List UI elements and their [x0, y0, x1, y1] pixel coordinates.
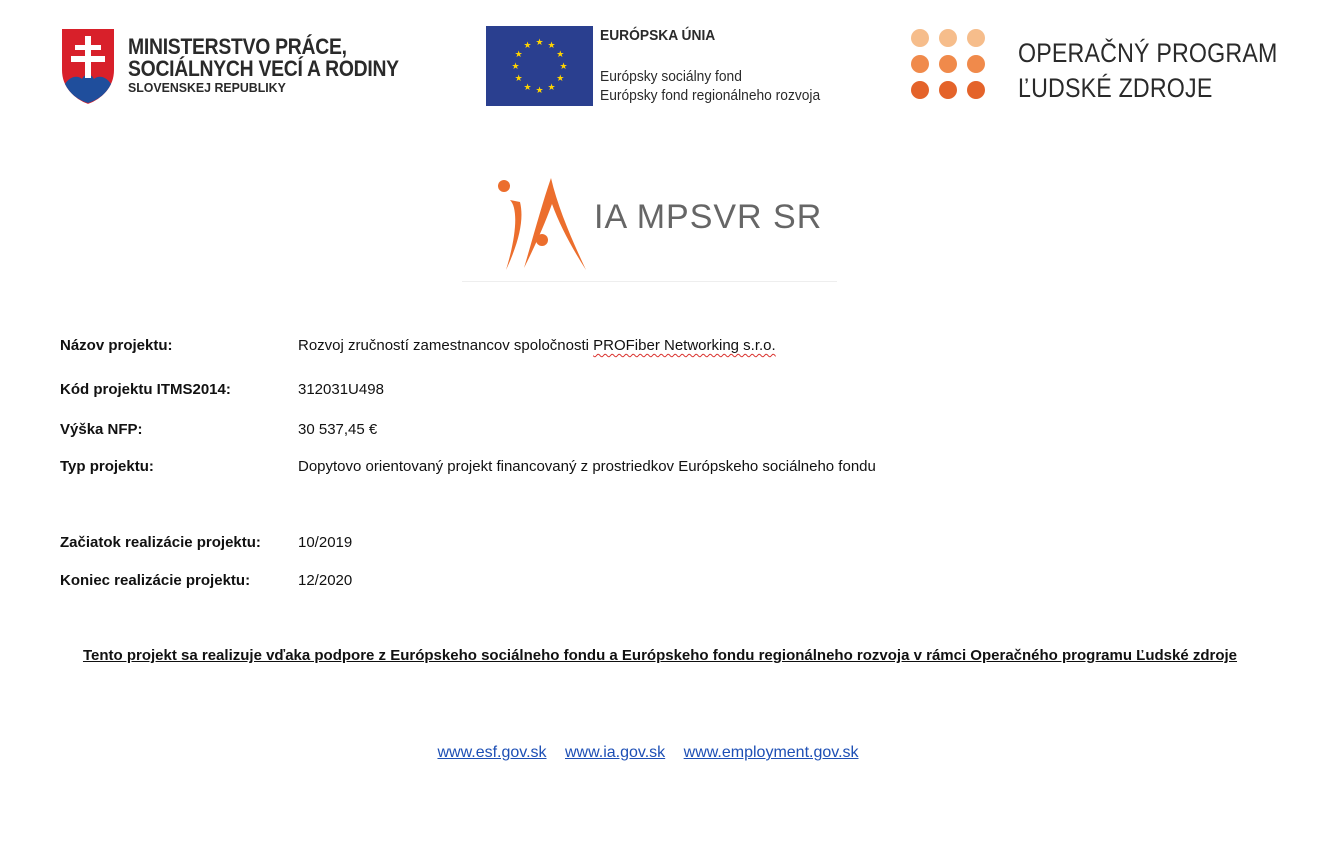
ministry-line3: SLOVENSKEJ REPUBLIKY — [128, 80, 286, 95]
eu-star-icon: ★ — [523, 40, 532, 51]
eu-star-icon: ★ — [511, 61, 520, 71]
eu-star-icon: ★ — [547, 40, 556, 51]
eu-fund-social: Európsky sociálny fond — [600, 68, 742, 85]
ministry-line2: SOCIÁLNYCH VECÍ A RODINY — [128, 56, 399, 81]
links-row — [0, 744, 1296, 762]
op-dots-icon — [908, 26, 988, 110]
company-name: PROFiber Networking s.r.o. — [593, 337, 776, 354]
support-note: Tento projekt sa realizuje vďaka podpore z Európskeho sociálneho fondu a Európskeho fondu regionálneho rozvoja v rámci Operačného programu Ľudské zdroje — [82, 647, 1238, 664]
project-code-label: Kód projektu ITMS2014: — [60, 381, 231, 398]
project-type-label: Typ projektu: — [60, 458, 154, 475]
link-ia[interactable]: www.ia.gov.sk — [565, 744, 666, 761]
ministry-logo — [58, 26, 418, 110]
nfp-label: Výška NFP: — [60, 421, 143, 438]
eu-star-icon: ★ — [514, 73, 523, 83]
ia-name: IA MPSVR SR — [594, 198, 823, 236]
end-label: Koniec realizácie projektu: — [60, 572, 251, 589]
op-line1: OPERAČNÝ PROGRAM — [1018, 38, 1278, 68]
eu-flag-icon — [486, 26, 593, 106]
end-value: 12/2020 — [298, 572, 353, 589]
eu-fund-regional: Európsky fond regionálneho rozvoja — [600, 87, 821, 104]
eu-star-icon: ★ — [523, 81, 532, 92]
link-esf[interactable]: www.esf.gov.sk — [437, 744, 547, 761]
ministry-line1: MINISTERSTVO PRÁCE, — [128, 34, 347, 59]
ia-mpsvr-logo — [462, 168, 838, 286]
start-value: 10/2019 — [298, 534, 353, 551]
eu-star-icon: ★ — [547, 81, 556, 92]
eu-star-icon: ★ — [535, 37, 544, 47]
start-label: Začiatok realizácie projektu: — [60, 534, 261, 551]
eu-title: EURÓPSKA ÚNIA — [600, 27, 716, 44]
nfp-value: 30 537,45 € — [298, 421, 378, 438]
logo-divider — [462, 281, 837, 282]
project-code-value: 312031U498 — [298, 381, 384, 398]
project-name-value: Rozvoj zručností zamestnancov spoločnosti PROFiber Networking s.r.o. — [298, 337, 776, 354]
eu-star-icon: ★ — [556, 73, 565, 83]
eu-star-icon: ★ — [535, 85, 544, 95]
project-name-label: Názov projektu: — [60, 337, 173, 354]
eu-star-icon: ★ — [514, 49, 523, 59]
ia-figure-icon — [496, 174, 592, 274]
op-ludske-zdroje-logo — [908, 26, 1278, 110]
eu-star-icon: ★ — [556, 49, 565, 59]
op-line2: ĽUDSKÉ ZDROJE — [1018, 73, 1213, 103]
link-employment[interactable]: www.employment.gov.sk — [683, 744, 859, 761]
eu-logo — [486, 26, 848, 108]
slovak-coat-of-arms-icon — [58, 26, 118, 106]
project-type-value: Dopytovo orientovaný projekt financovaný z prostriedkov Európskeho sociálneho fondu — [298, 458, 876, 475]
eu-star-icon: ★ — [559, 61, 568, 71]
